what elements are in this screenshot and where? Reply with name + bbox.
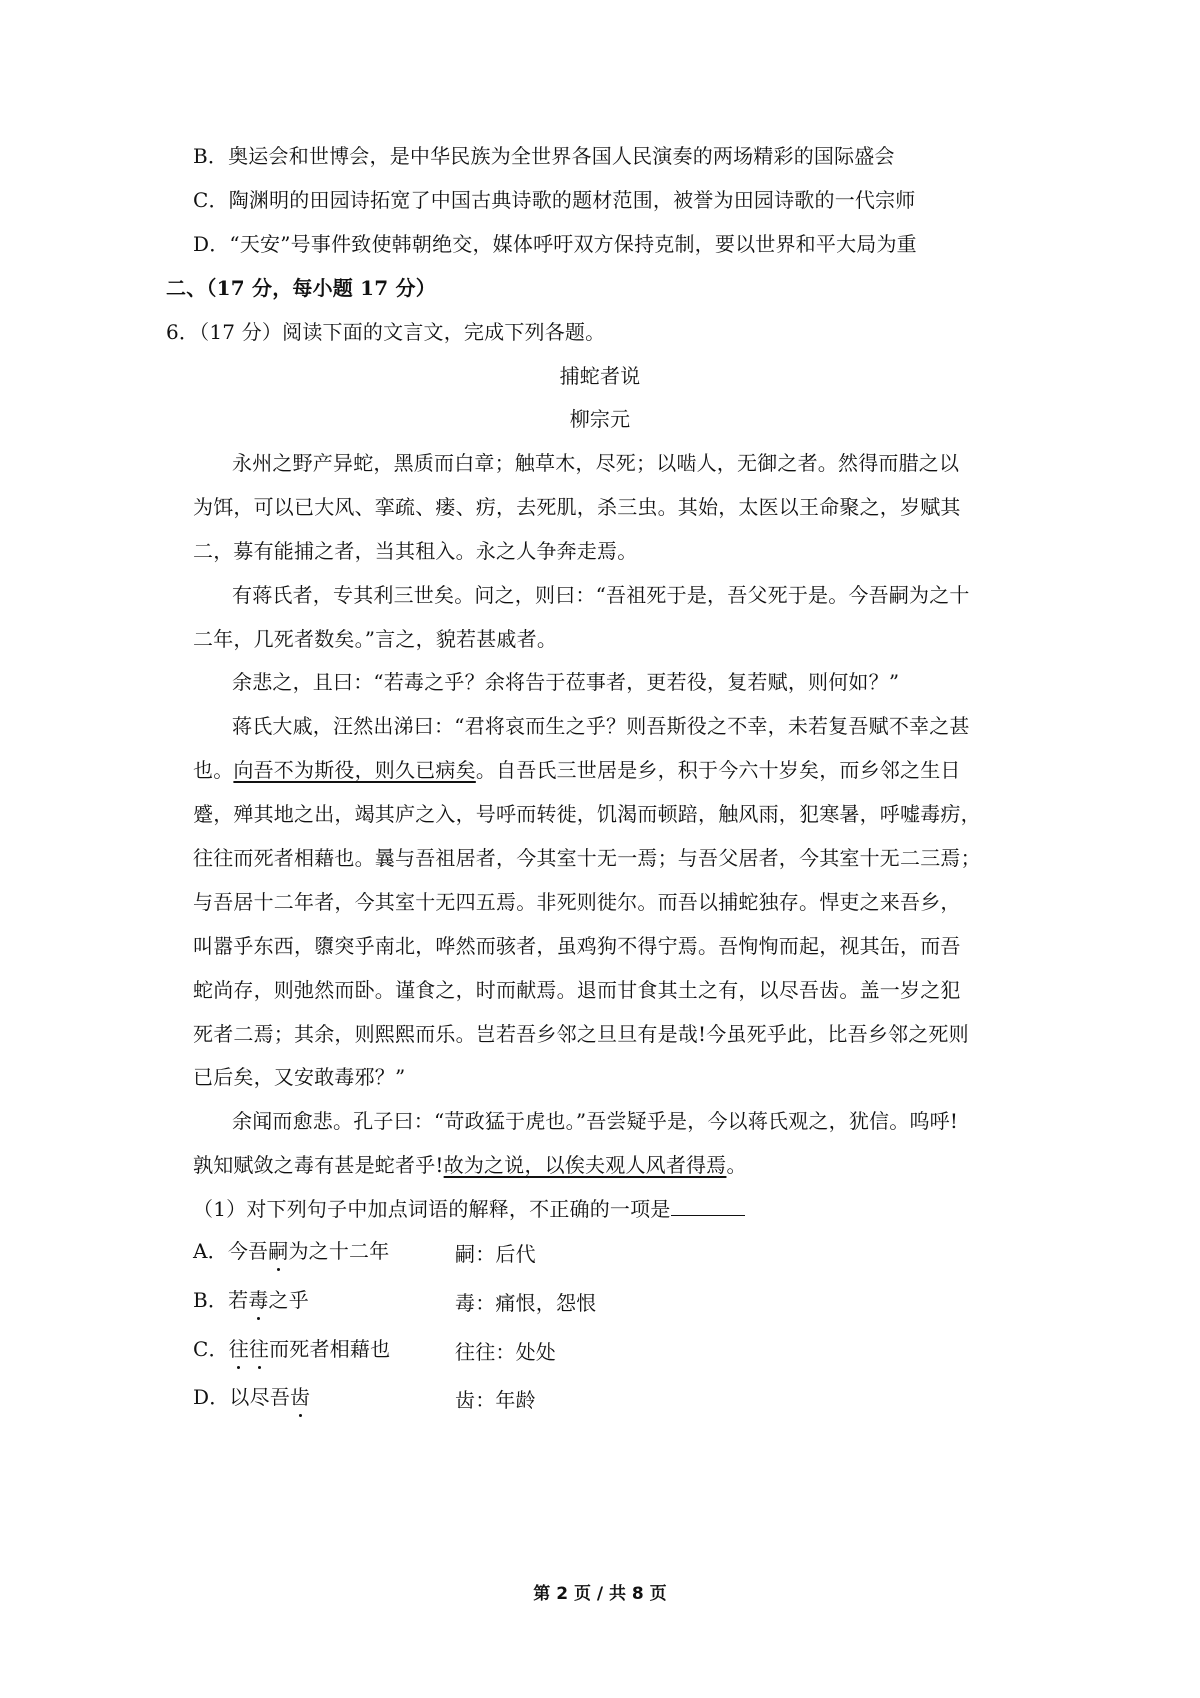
question-prompt: 6．（17 分）阅读下面的文言文，完成下列各题。	[166, 320, 606, 344]
passage-author: 柳宗元	[569, 407, 631, 431]
option-c-prev: C．陶渊明的田园诗拓宽了中国古典诗歌的题材范围，被誉为田园诗歌的一代宗师	[193, 188, 916, 212]
passage-line: 余悲之，且曰：“若毒之乎？余将告于莅事者，更若役，复若赋，则何如？”	[232, 670, 900, 694]
underlined-sentence-2: 故为之说，以俟夫观人风者得焉	[443, 1153, 727, 1177]
section-heading: 二、（17 分，每小题 17 分）	[166, 276, 436, 300]
passage-line: 往往而死者相藉也。曩与吾祖居者，今其室十无一焉；与吾父居者，今其室十无二三焉；	[193, 846, 981, 870]
passage-line: 永州之野产异蛇，黑质而白章；触草木，尽死；以啮人，无御之者。然得而腊之以	[232, 451, 960, 475]
passage-line: 余闻而愈悲。孔子曰：“苛政猛于虎也。”吾尝疑乎是，今以蒋氏观之，犹信。呜呼!	[232, 1109, 959, 1133]
passage-text: 也。	[193, 758, 234, 782]
passage-line: 为饵，可以已大风、挛疏、瘘、疠，去死肌，杀三虫。其始，太医以王命聚之，岁赋其	[193, 495, 961, 519]
choice-c-prefix: C．	[193, 1337, 229, 1361]
passage-line: 死者二焉；其余，则熙熙而乐。岂若吾乡邻之旦旦有是哉!今虽死乎此，比吾乡邻之死则	[193, 1022, 969, 1046]
passage-text: 。自吾氏三世居是乡，积于今六十岁矣，而乡邻之生日	[475, 758, 961, 782]
choice-a-prefix: A．今吾	[193, 1239, 269, 1263]
choice-c-gloss: 往往：处处	[455, 1340, 556, 1364]
dotted-word: 嗣	[268, 1239, 289, 1263]
dotted-word: 往	[228, 1337, 249, 1361]
passage-line: 已后矣，又安敢毒邪？”	[193, 1065, 406, 1089]
option-d-prev: D．“天安”号事件致使韩朝绝交，媒体呼吁双方保持克制，要以世界和平大局为重	[193, 232, 917, 256]
option-b-prev: B．奥运会和世博会，是中华民族为全世界各国人民演奏的两场精彩的国际盛会	[193, 144, 895, 168]
choice-b-prefix: B．若	[193, 1288, 249, 1312]
passage-line: 二年，几死者数矣。”言之，貌若甚戚者。	[193, 627, 558, 651]
passage-line: 二，募有能捕之者，当其租入。永之人争奔走焉。	[193, 539, 638, 563]
choice-a-suffix: 为之十二年	[288, 1239, 390, 1263]
choice-c-suffix: 而死者相藉也	[269, 1337, 391, 1361]
passage-title: 捕蛇者说	[559, 364, 641, 388]
passage-text: 孰知赋敛之毒有甚是蛇者乎!	[193, 1153, 444, 1177]
choice-a	[193, 1237, 389, 1265]
choice-d-gloss: 齿：年龄	[455, 1388, 536, 1412]
passage-line: 蛇尚存，则弛然而卧。谨食之，时而献焉。退而甘食其土之有，以尽吾齿。盖一岁之犯	[193, 978, 961, 1002]
choice-c	[193, 1335, 390, 1363]
passage-line: 叫嚣乎东西，隳突乎南北，哗然而骇者，虽鸡狗不得宁焉。吾恂恂而起，视其缶，而吾	[193, 934, 961, 958]
choice-a-gloss: 嗣：后代	[455, 1242, 536, 1266]
passage-line: 蒋氏大戚，汪然出涕曰：“君将哀而生之乎？则吾斯役之不幸，未若复吾赋不幸之甚	[232, 714, 970, 738]
subquestion-1-prompt	[193, 1195, 745, 1223]
dotted-word: 齿	[290, 1385, 311, 1409]
choice-b	[193, 1286, 309, 1314]
passage-text: 。	[726, 1153, 747, 1177]
choice-d-prefix: D．以尽吾	[193, 1385, 291, 1409]
page-number: 第 2 页 / 共 8 页	[533, 1584, 667, 1604]
passage-line	[193, 756, 961, 784]
choice-b-suffix: 之乎	[268, 1288, 309, 1312]
underlined-sentence-1: 向吾不为斯役，则久已病矣	[233, 758, 476, 782]
dotted-word: 往	[248, 1337, 270, 1361]
choice-b-gloss: 毒：痛恨，怨恨	[455, 1291, 597, 1315]
subquestion-1-text: （1）对下列句子中加点词语的解释，不正确的一项是	[193, 1197, 671, 1221]
passage-line: 有蒋氏者，专其利三世矣。问之，则曰：“吾祖死于是，吾父死于是。今吾嗣为之十	[232, 583, 970, 607]
choice-d	[193, 1383, 310, 1411]
passage-line: 与吾居十二年者，今其室十无四五焉。非死则徙尔。而吾以捕蛇独存。悍吏之来吾乡，	[193, 890, 961, 914]
dotted-word: 毒	[248, 1288, 269, 1312]
passage-line: 蹙，殚其地之出，竭其庐之入，号呼而转徙，饥渴而顿踣，触风雨，犯寒暑，呼嘘毒疠，	[193, 802, 981, 826]
answer-blank[interactable]	[671, 1195, 745, 1216]
passage-line	[193, 1151, 747, 1179]
